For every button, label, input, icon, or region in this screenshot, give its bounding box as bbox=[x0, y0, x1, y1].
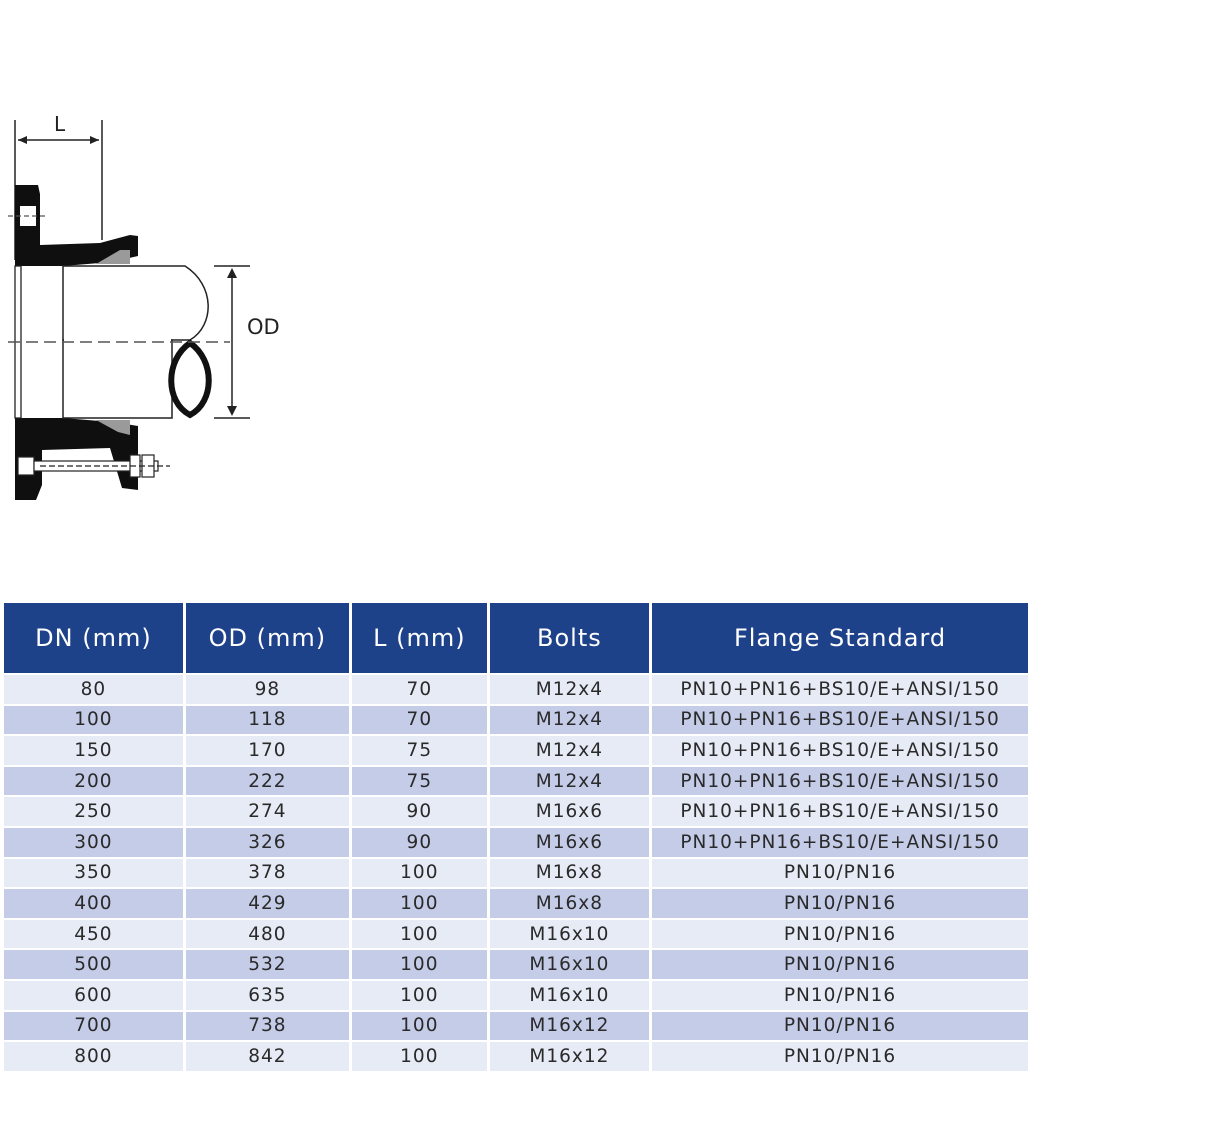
cell-dn: 80 bbox=[4, 675, 183, 704]
cell-l: 100 bbox=[352, 1012, 487, 1041]
cell-l: 100 bbox=[352, 889, 487, 918]
table-row bbox=[4, 859, 1028, 888]
table-row bbox=[4, 675, 1028, 704]
length-label: L bbox=[54, 112, 66, 136]
table-row bbox=[4, 1012, 1028, 1041]
cell-bolts: M16x8 bbox=[490, 889, 649, 918]
cell-od: 378 bbox=[186, 859, 349, 888]
cell-dn: 500 bbox=[4, 950, 183, 979]
table-row bbox=[4, 797, 1028, 826]
cell-od: 429 bbox=[186, 889, 349, 918]
flange-adaptor-diagram bbox=[0, 110, 300, 510]
cell-bolts: M16x12 bbox=[490, 1042, 649, 1071]
cell-flange-standard: PN10/PN16 bbox=[652, 1012, 1028, 1041]
cell-od: 532 bbox=[186, 950, 349, 979]
cell-flange-standard: PN10/PN16 bbox=[652, 859, 1028, 888]
cell-od: 274 bbox=[186, 797, 349, 826]
column-header-od: OD (mm) bbox=[186, 603, 349, 673]
column-header-flange-standard: Flange Standard bbox=[652, 603, 1028, 673]
cell-dn: 350 bbox=[4, 859, 183, 888]
column-header-l: L (mm) bbox=[352, 603, 487, 673]
cell-l: 75 bbox=[352, 767, 487, 796]
cell-flange-standard: PN10/PN16 bbox=[652, 889, 1028, 918]
cell-flange-standard: PN10/PN16 bbox=[652, 1042, 1028, 1071]
cell-dn: 400 bbox=[4, 889, 183, 918]
table-row bbox=[4, 889, 1028, 918]
cell-dn: 600 bbox=[4, 981, 183, 1010]
table-row bbox=[4, 1042, 1028, 1071]
table-row bbox=[4, 767, 1028, 796]
cell-od: 842 bbox=[186, 1042, 349, 1071]
cell-l: 75 bbox=[352, 736, 487, 765]
table-header-row bbox=[4, 603, 1028, 673]
cell-l: 100 bbox=[352, 920, 487, 949]
cell-l: 100 bbox=[352, 950, 487, 979]
diameter-dimension bbox=[214, 266, 250, 418]
cell-flange-standard: PN10+PN16+BS10/E+ANSI/150 bbox=[652, 767, 1028, 796]
column-header-bolts: Bolts bbox=[490, 603, 649, 673]
pipe bbox=[63, 266, 208, 340]
cell-bolts: M16x8 bbox=[490, 859, 649, 888]
cell-bolts: M16x12 bbox=[490, 1012, 649, 1041]
cell-l: 100 bbox=[352, 981, 487, 1010]
cell-l: 90 bbox=[352, 797, 487, 826]
cell-l: 100 bbox=[352, 1042, 487, 1071]
cell-flange-standard: PN10+PN16+BS10/E+ANSI/150 bbox=[652, 828, 1028, 857]
cell-l: 70 bbox=[352, 706, 487, 735]
cell-dn: 800 bbox=[4, 1042, 183, 1071]
cell-od: 170 bbox=[186, 736, 349, 765]
table-row bbox=[4, 828, 1028, 857]
cell-od: 738 bbox=[186, 1012, 349, 1041]
table-row bbox=[4, 981, 1028, 1010]
cell-bolts: M12x4 bbox=[490, 736, 649, 765]
cell-dn: 450 bbox=[4, 920, 183, 949]
cell-od: 118 bbox=[186, 706, 349, 735]
cell-od: 635 bbox=[186, 981, 349, 1010]
table-row bbox=[4, 950, 1028, 979]
cell-flange-standard: PN10+PN16+BS10/E+ANSI/150 bbox=[652, 675, 1028, 704]
cell-l: 90 bbox=[352, 828, 487, 857]
cell-dn: 150 bbox=[4, 736, 183, 765]
cell-bolts: M12x4 bbox=[490, 675, 649, 704]
cell-dn: 250 bbox=[4, 797, 183, 826]
cell-dn: 100 bbox=[4, 706, 183, 735]
cell-bolts: M16x10 bbox=[490, 981, 649, 1010]
cell-l: 100 bbox=[352, 859, 487, 888]
pipe-cut-section bbox=[171, 343, 209, 415]
cell-od: 98 bbox=[186, 675, 349, 704]
cell-od: 480 bbox=[186, 920, 349, 949]
table-row bbox=[4, 706, 1028, 735]
diameter-label: OD bbox=[247, 315, 280, 339]
cell-od: 222 bbox=[186, 767, 349, 796]
cell-flange-standard: PN10/PN16 bbox=[652, 981, 1028, 1010]
cell-bolts: M16x10 bbox=[490, 920, 649, 949]
table-row bbox=[4, 736, 1028, 765]
cell-bolts: M12x4 bbox=[490, 767, 649, 796]
column-header-dn: DN (mm) bbox=[4, 603, 183, 673]
cell-bolts: M16x6 bbox=[490, 828, 649, 857]
cell-l: 70 bbox=[352, 675, 487, 704]
cell-od: 326 bbox=[186, 828, 349, 857]
dimensions-table bbox=[1, 601, 1031, 1073]
cell-flange-standard: PN10/PN16 bbox=[652, 920, 1028, 949]
table-row bbox=[4, 920, 1028, 949]
cell-bolts: M16x6 bbox=[490, 797, 649, 826]
cell-flange-standard: PN10/PN16 bbox=[652, 950, 1028, 979]
pipe-lower bbox=[63, 340, 172, 418]
cell-dn: 300 bbox=[4, 828, 183, 857]
cell-dn: 200 bbox=[4, 767, 183, 796]
cell-bolts: M16x10 bbox=[490, 950, 649, 979]
cell-bolts: M12x4 bbox=[490, 706, 649, 735]
cell-dn: 700 bbox=[4, 1012, 183, 1041]
cell-flange-standard: PN10+PN16+BS10/E+ANSI/150 bbox=[652, 736, 1028, 765]
cell-flange-standard: PN10+PN16+BS10/E+ANSI/150 bbox=[652, 797, 1028, 826]
cell-flange-standard: PN10+PN16+BS10/E+ANSI/150 bbox=[652, 706, 1028, 735]
